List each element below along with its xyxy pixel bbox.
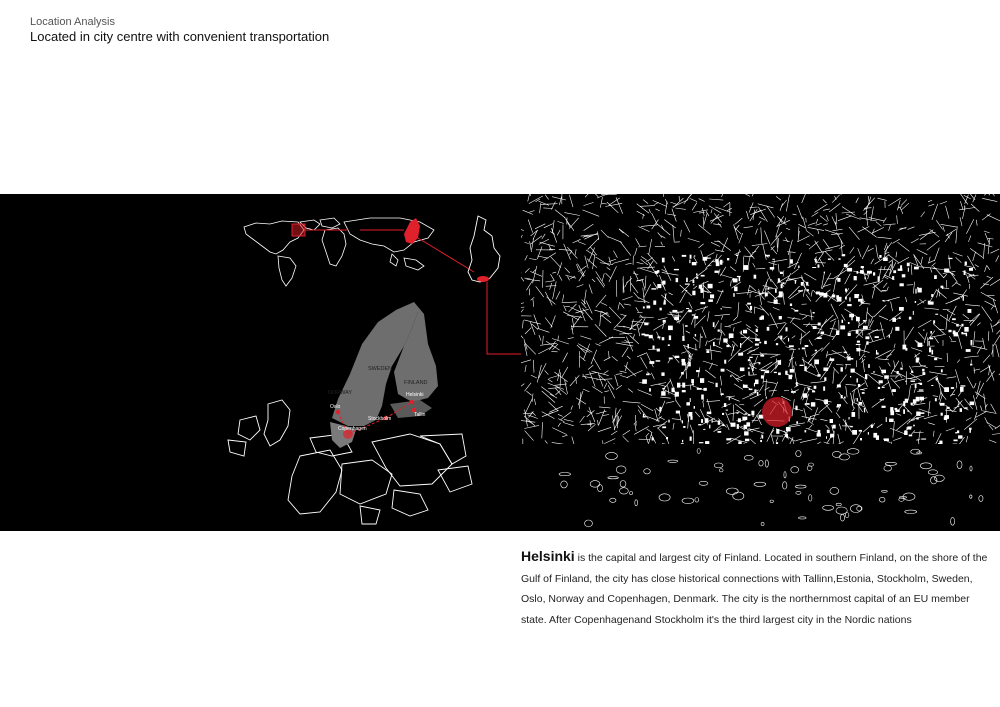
world-highlight-europe: [292, 224, 305, 236]
connector-line-finland: [418, 238, 474, 272]
label-stockholm: Stockholm: [368, 416, 392, 422]
description: [521, 546, 991, 630]
label-sweden: SWEDEN: [368, 366, 393, 372]
map-band: [0, 194, 1000, 531]
label-helsinki: Helsinki: [406, 392, 424, 398]
page-header: [30, 15, 329, 45]
label-finland: FINLAND: [404, 380, 428, 386]
page-subtitle: Location Analysis: [30, 16, 115, 28]
regional-map: [0, 194, 521, 531]
finland-outline: [468, 216, 500, 282]
label-copenhagen: Copenhagen: [338, 426, 367, 432]
helsinki-street-map: [521, 194, 1000, 531]
city-centre-highlight-icon: [762, 397, 792, 427]
label-oslo: Oslo: [330, 404, 341, 410]
street-network: [521, 194, 1000, 531]
label-tallin: Tallin: [414, 412, 426, 418]
connector-line-city: [487, 282, 521, 354]
scandinavia-highlight-icon: [404, 218, 420, 244]
helsinki-area-marker: [477, 276, 489, 282]
description-city: Helsinki: [521, 548, 575, 564]
description-text: is the capital and largest city of Finland. Located in southern Finland, on the shore of the Gulf of Finland, the city has close historical connections with Tallinn,Estonia, Stockholm, Sweden, Oslo, Norway and Copenhagen, Denmark. The city is the northernmost capital of an EU member state. After Copenhagenand Stockholm it's the third largest city in the Nordic nations: [521, 552, 988, 626]
oslo-marker-icon: [336, 410, 340, 414]
label-norway: NORWAY: [328, 390, 353, 396]
page-title: Located in city centre with convenient transportation: [30, 29, 330, 44]
helsinki-marker-icon: [410, 400, 414, 404]
world-map: [244, 218, 434, 286]
